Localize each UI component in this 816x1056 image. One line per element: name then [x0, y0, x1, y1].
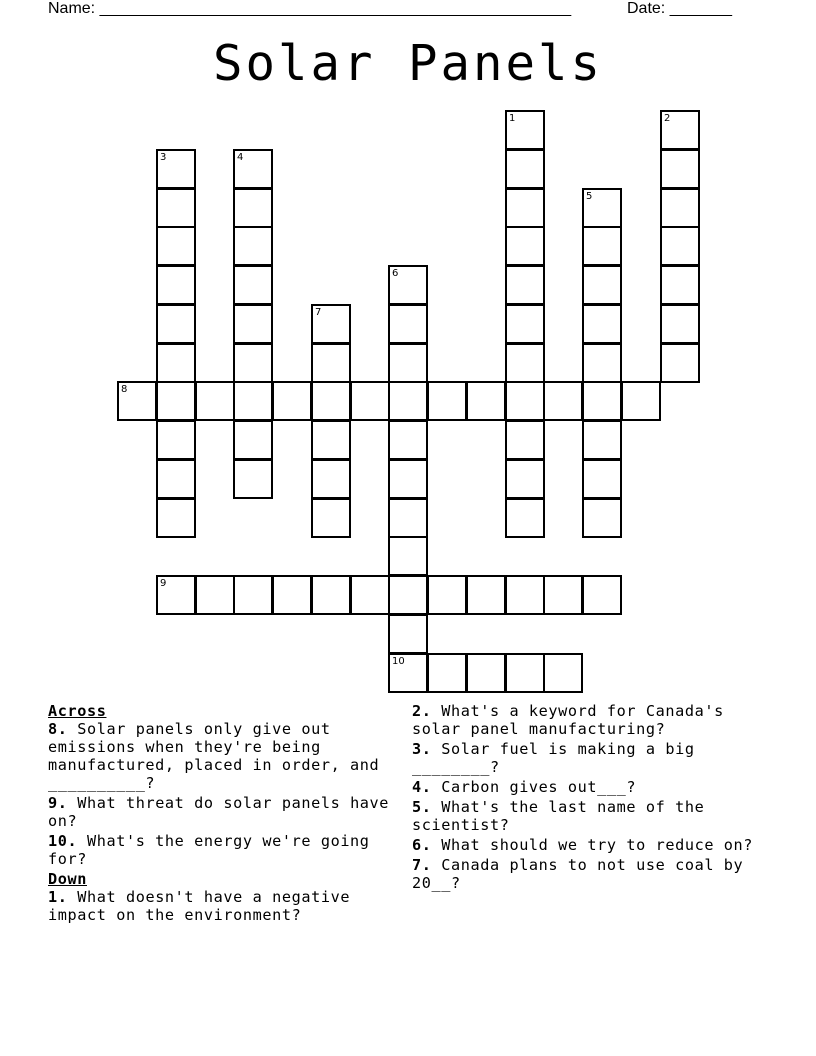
grid-cell[interactable] [505, 498, 545, 538]
grid-cell[interactable] [427, 653, 467, 693]
clue-down-1: 1. What doesn't have a negative impact on the environment? [48, 888, 351, 924]
grid-cell[interactable] [582, 498, 622, 538]
grid-cell[interactable] [505, 149, 545, 189]
grid-cell[interactable] [466, 653, 506, 693]
name-field[interactable]: Name: _____________________________________________________ [48, 0, 572, 17]
grid-cell[interactable] [582, 304, 622, 344]
grid-cell[interactable] [505, 381, 545, 421]
grid-cell[interactable] [233, 420, 273, 460]
grid-cell[interactable] [388, 459, 428, 499]
grid-cell[interactable] [582, 381, 622, 421]
grid-cell[interactable] [505, 188, 545, 228]
grid-cell[interactable] [582, 343, 622, 383]
grid-cell[interactable] [156, 420, 196, 460]
grid-cell[interactable] [582, 226, 622, 266]
grid-cell[interactable] [388, 575, 428, 615]
grid-cell[interactable] [505, 459, 545, 499]
grid-cell[interactable] [505, 420, 545, 460]
grid-cell[interactable] [388, 614, 428, 654]
grid-cell[interactable] [660, 149, 700, 189]
grid-cell[interactable] [156, 498, 196, 538]
cell-number: 2 [664, 113, 671, 124]
down-heading: Down [48, 870, 87, 888]
grid-cell[interactable] [311, 304, 351, 344]
grid-cell[interactable] [388, 265, 428, 305]
grid-cell[interactable] [156, 575, 196, 615]
clue-across-8: 8. Solar panels only give out emissions when they're being manufactured, placed in order, and __________? [48, 720, 380, 792]
grid-cell[interactable] [427, 381, 467, 421]
grid-cell[interactable] [233, 381, 273, 421]
grid-cell[interactable] [388, 343, 428, 383]
grid-cell[interactable] [156, 226, 196, 266]
grid-cell[interactable] [505, 226, 545, 266]
cell-number: 1 [509, 113, 516, 124]
grid-cell[interactable] [233, 149, 273, 189]
grid-cell[interactable] [272, 575, 312, 615]
grid-cell[interactable] [388, 304, 428, 344]
grid-cell[interactable] [505, 110, 545, 150]
grid-cell[interactable] [543, 575, 583, 615]
grid-cell[interactable] [388, 420, 428, 460]
cell-number: 9 [160, 578, 167, 589]
grid-cell[interactable] [233, 575, 273, 615]
grid-cell[interactable] [233, 188, 273, 228]
grid-cell[interactable] [505, 304, 545, 344]
grid-cell[interactable] [582, 188, 622, 228]
grid-cell[interactable] [311, 459, 351, 499]
grid-cell[interactable] [466, 575, 506, 615]
clue-down-2: 2. What's a keyword for Canada's solar panel manufacturing? [412, 702, 724, 738]
grid-cell[interactable] [233, 226, 273, 266]
clue-across-10: 10. What's the energy we're going for? [48, 832, 370, 868]
grid-cell[interactable] [117, 381, 157, 421]
clue-down-4: 4. Carbon gives out___? [412, 778, 637, 796]
grid-cell[interactable] [505, 653, 545, 693]
grid-cell[interactable] [311, 381, 351, 421]
grid-cell[interactable] [543, 653, 583, 693]
cell-number: 10 [392, 656, 405, 667]
grid-cell[interactable] [233, 343, 273, 383]
grid-cell[interactable] [233, 459, 273, 499]
grid-cell[interactable] [311, 420, 351, 460]
clues-left-column [48, 702, 398, 926]
grid-cell[interactable] [311, 498, 351, 538]
grid-cell[interactable] [582, 265, 622, 305]
grid-cell[interactable] [195, 381, 235, 421]
grid-cell[interactable] [582, 575, 622, 615]
grid-cell[interactable] [156, 149, 196, 189]
cell-number: 7 [315, 307, 322, 318]
grid-cell[interactable] [388, 381, 428, 421]
clue-down-6: 6. What should we try to reduce on? [412, 836, 754, 854]
page-title: Solar Panels [212, 35, 603, 92]
cell-number: 5 [586, 191, 593, 202]
across-heading: Across [48, 702, 107, 720]
grid-cell[interactable] [195, 575, 235, 615]
grid-cell[interactable] [582, 420, 622, 460]
grid-cell[interactable] [427, 575, 467, 615]
grid-cell[interactable] [466, 381, 506, 421]
grid-cell[interactable] [233, 304, 273, 344]
grid-cell[interactable] [388, 498, 428, 538]
grid-cell[interactable] [311, 343, 351, 383]
grid-cell[interactable] [156, 459, 196, 499]
grid-cell[interactable] [660, 188, 700, 228]
grid-cell[interactable] [388, 536, 428, 576]
grid-cell[interactable] [505, 575, 545, 615]
grid-cell[interactable] [156, 265, 196, 305]
grid-cell[interactable] [350, 575, 390, 615]
clue-down-5: 5. What's the last name of the scientist? [412, 798, 705, 834]
grid-cell[interactable] [311, 575, 351, 615]
clue-across-9: 9. What threat do solar panels have on? [48, 794, 390, 830]
cell-number: 6 [392, 268, 399, 279]
grid-cell[interactable] [156, 188, 196, 228]
clue-down-7: 7. Canada plans to not use coal by 20__? [412, 856, 744, 892]
grid-cell[interactable] [272, 381, 312, 421]
clue-down-3: 3. Solar fuel is making a big ________? [412, 740, 695, 776]
grid-cell[interactable] [156, 381, 196, 421]
grid-cell[interactable] [156, 304, 196, 344]
grid-cell[interactable] [505, 265, 545, 305]
cell-number: 4 [237, 152, 244, 163]
grid-cell[interactable] [660, 110, 700, 150]
grid-cell[interactable] [660, 226, 700, 266]
date-field[interactable]: Date: _______ [627, 0, 732, 17]
grid-cell[interactable] [505, 343, 545, 383]
grid-cell[interactable] [660, 343, 700, 383]
clues-right-column [412, 702, 772, 894]
grid-cell[interactable] [350, 381, 390, 421]
grid-cell[interactable] [660, 265, 700, 305]
cell-number: 3 [160, 152, 167, 163]
grid-cell[interactable] [621, 381, 661, 421]
grid-cell[interactable] [233, 265, 273, 305]
grid-cell[interactable] [582, 459, 622, 499]
grid-cell[interactable] [388, 653, 428, 693]
grid-cell[interactable] [660, 304, 700, 344]
cell-number: 8 [121, 384, 128, 395]
grid-cell[interactable] [543, 381, 583, 421]
grid-cell[interactable] [156, 343, 196, 383]
